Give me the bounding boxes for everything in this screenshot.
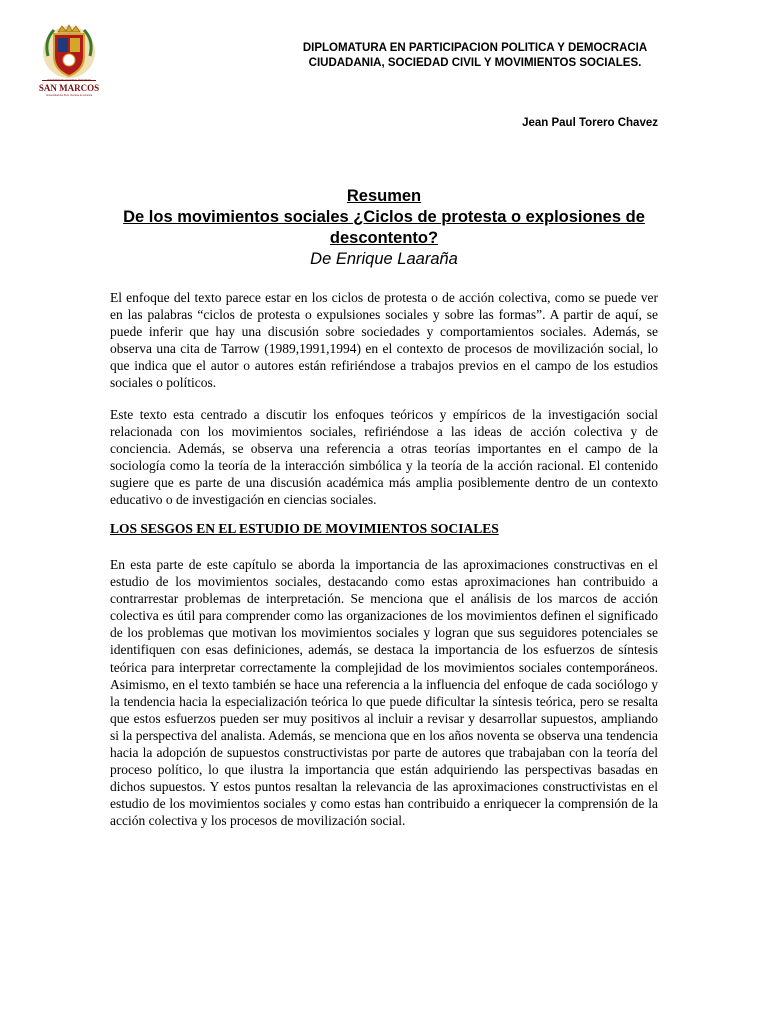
paragraph-3: En esta parte de este capítulo se aborda la importancia de las aproximaciones constructivas en el estudio de los movimientos sociales, destacando como estas aproximaciones han contribuido a contrarrestar problemas de interpretación. Se menciona que el análisis de los marcos de acción colectiva es útil para comprender como las organizaciones de los movimientos definen el significado de los problemas que motivan los movimientos sociales y logran que sus seguidores potenciales se identifiquen con esas definiciones, además, se destaca la importancia de los esfuerzos de síntesis teórica para interpretar correctamente la complejidad de los movimientos sociales contemporáneos. Asimismo, en el texto también se hace una referencia a la influencia del enfoque de cada sociólogo y la tendencia hacia la especialización teórica lo que puede dificultar la síntesis teórica, pero se resalta que estos esfuerzos pueden ser muy positivos al incluir a revisar y desarrollar supuestos, ampliando si la perspectiva del analista. Además, se menciona que en los años noventa se observa una tendencia hacia la adopción de supuestos constructivistas por parte de autores que trabajaban con la teoría del proceso político, lo que ilustra la importancia que están adquiriendo las perspectivas basadas en dichos supuestos. Y estos puntos resaltan la relevancia de las aproximaciones constructivistas en el estudio de los movimientos sociales y como estas han contribuido a enriquecer la comprensión de la acción colectiva y los procesos de movilización social. <box>110 557 658 829</box>
document-header <box>290 41 660 71</box>
university-crest-logo <box>40 22 98 102</box>
section-heading: LOS SESGOS EN EL ESTUDIO DE MOVIMIENTOS SOCIALES <box>110 521 499 536</box>
logo-caption-small: UNIVERSIDAD NACIONAL MAYOR DE <box>46 79 92 82</box>
title-label: Resumen <box>346 187 422 205</box>
page-title: De los movimientos sociales ¿Ciclos de protesta o explosiones de descontento? <box>123 208 645 247</box>
paragraph-1: El enfoque del texto parece estar en los ciclos de protesta o de acción colectiva, como se puede ver en las palabras “ciclos de protesta o expulsiones sociales y sobre las formas”. A partir de aquí, se puede inferir que hay una discusión sobre sociedades y comportamientos sociales. Además, se observa una cita de Tarrow (1989,1991,1994) en el contexto de procesos de movilización social, lo que indica que el autor o autores están refiriéndose a trabajos previos en el campo de los estudios sociales o políticos. <box>110 290 658 391</box>
title-block <box>100 186 668 270</box>
header-line-2: CIUDADANIA, SOCIEDAD CIVIL Y MOVIMIENTOS SOCIALES. <box>308 57 642 69</box>
paragraph-2: Este texto esta centrado a discutir los enfoques teóricos y empíricos de la investigación social relacionada con los movimientos sociales, refiriéndose a las ideas de acción colectiva y de conciencia. Además, se observa una referencia a otras teorías importantes en el campo de la sociología como la teoría de la interacción simbólica y la teoría de la acción racional. El contenido sugiere que es parte de una discusión académica más amplia posiblemente dentro de un contexto educativo o de investigación en ciencias sociales. <box>110 407 658 508</box>
logo-caption-sub: Universidad del Perú, Decana de América <box>45 94 93 97</box>
logo-caption-main: SAN MARCOS <box>38 83 100 93</box>
author-name: Jean Paul Torero Chavez <box>522 117 658 129</box>
header-line-1: DIPLOMATURA EN PARTICIPACION POLITICA Y DEMOCRACIA <box>302 42 648 54</box>
title-subtitle: De Enrique Laaraña <box>310 250 458 268</box>
